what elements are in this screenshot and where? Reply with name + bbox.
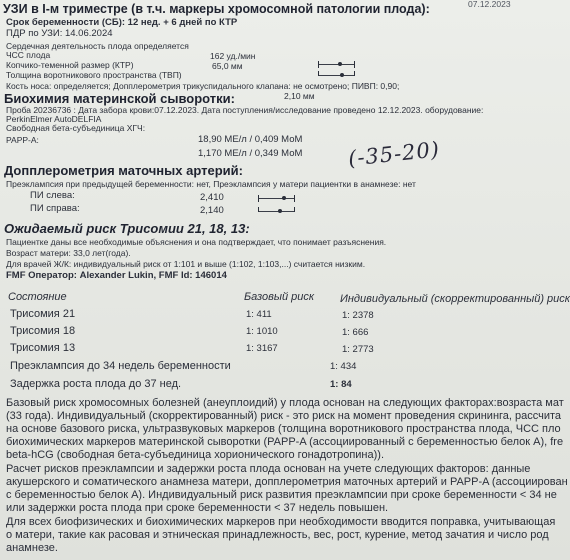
hcg-value: 18,90 МЕ/л / 0,409 МоМ <box>198 134 303 145</box>
note-line: на основе базового риска, ультразвуковых маркеров (толщина воротникового пространства плода, ЧСС пло <box>6 423 561 435</box>
biochem-title: Биохимия материнской сыворотки: <box>4 91 235 106</box>
doppler-title: Допплерометрия маточных артерий: <box>4 163 243 178</box>
chss-label: ЧСС плода <box>6 50 51 60</box>
table-header-condition: Состояние <box>8 291 67 303</box>
gestation-line: Срок беременности (СБ): 12 нед. + 6 дней по КТР <box>6 17 238 28</box>
note-line: анамнезе. <box>6 542 58 554</box>
table-row-t21-name: Трисомия 21 <box>10 308 76 320</box>
biochem-sample-line: Проба 20236736 : Дата забора крови:07.12.2023. Дата поступления/исследование проведено 12.12.2023. оборудование: <box>6 105 484 115</box>
table-header-individual-risk: Индивидуальный (скорректированный) риск <box>340 293 570 305</box>
risk-threshold-line: Для врачей Ж/К: индивидуальный риск от 1:101 и выше (1:102, 1:103,...) считается низким. <box>6 259 366 269</box>
note-line: биохимических маркеров материнской сыворотки (PAPP-A (ассоциированный с беременностью белок А), fre <box>6 436 564 448</box>
table-row-preeclampsia-name: Преэклампсия до 34 недель беременности <box>10 360 231 372</box>
ktr-label: Копчико-теменной размер (КТР) <box>6 60 134 70</box>
fetal-activity: Сердечная деятельность плода определяется <box>6 41 189 51</box>
ktr-value: 65,0 мм <box>212 61 243 71</box>
pi-left-label: ПИ слева: <box>30 190 75 201</box>
note-line: beta-hCG (свободная бета-субъединица хорионического гонадотропина)). <box>6 449 385 461</box>
table-row-preeclampsia-individual: 1: 434 <box>330 361 357 372</box>
date-fragment: 07.12.2023 <box>468 0 511 9</box>
tvp-label: Толщина воротникового пространства (ТВП) <box>6 70 182 80</box>
table-header-base-risk: Базовый риск <box>244 291 315 303</box>
note-line: Базовый риск хромосомных болезней (анеуплоидий) у плода основан на следующих факторах:возраста мат <box>6 397 564 409</box>
table-row-t21-individual: 1: 2378 <box>342 310 374 321</box>
note-line: акушерского и соматического анамнеза матери, допплерометрия маточных артерий и PAPP-A (ассоциирован <box>6 476 568 488</box>
pdr-line: ПДР по УЗИ: 14.06.2024 <box>6 28 113 39</box>
note-line: с беременностью белок А). Индивидуальный риск развития преэклампсии при сроке беременности < 34 не <box>6 489 557 501</box>
table-row-fgr-name: Задержка роста плода до 37 нед. <box>10 378 182 390</box>
preeclampsia-history: Преэклампсия при предыдущей беременности: нет, Преэклампсия у матери пациентки в анамнезе: нет <box>6 179 416 189</box>
ultrasound-title: УЗИ в I-м триместре (в т.ч. маркеры хромосомной патологии плода): <box>3 2 430 16</box>
pi-right-value: 2,140 <box>200 205 224 216</box>
table-row-t21-base: 1: 411 <box>246 309 272 320</box>
table-row-t13-base: 1: 3167 <box>246 343 278 354</box>
chss-value: 162 уд./мин <box>210 51 256 61</box>
note-line: о матери, такие как расовая и этническая принадлежность, вес, рост, курение, метод зачатия и число род <box>6 529 549 541</box>
tvp-value: 2,10 мм <box>284 91 315 101</box>
pi-right-label: ПИ справа: <box>30 203 80 214</box>
papp-label: PAPP-A: <box>6 135 39 145</box>
table-row-t13-name: Трисомия 13 <box>10 342 76 354</box>
papp-value: 1,170 МЕ/л / 0,349 МоМ <box>198 148 303 159</box>
note-line: или задержки роста плода при сроке беременности < 37 недель повышен. <box>6 502 389 514</box>
informed-consent-line: Пациентке даны все необходимые объяснения и она подтверждает, что понимает разъяснения. <box>6 237 387 247</box>
fmf-operator: FMF Оператор: Alexander Lukin, FMF Id: 146014 <box>6 270 227 281</box>
biochem-equipment: PerkinElmer AutoDELFIA <box>6 114 102 124</box>
note-line: (33 года). Индивидуальный (скорректированный) риск - это риск на момент проведения скрининга, рассчита <box>6 410 562 422</box>
nose-doppler-line: Кость носа: определяется; Допплерометрия трикуспидального клапана: не осмотрено; ПИВП: 0,90; <box>6 81 400 91</box>
table-row-t13-individual: 1: 2773 <box>342 344 374 355</box>
risk-title: Ожидаемый риск Трисомии 21, 18, 13: <box>4 221 250 236</box>
table-row-t18-individual: 1: 666 <box>342 327 369 338</box>
table-row-fgr-individual: 1: 84 <box>330 379 352 390</box>
handwritten-note: (-35-20) <box>346 137 442 171</box>
note-line: Для всех биофизических и биохимических маркеров при необходимости вводится поправка, учитывающая <box>6 516 556 528</box>
maternal-age-line: Возраст матери: 33,0 лет(года). <box>6 248 131 258</box>
pi-left-value: 2,410 <box>200 192 224 203</box>
table-row-t18-name: Трисомия 18 <box>10 325 76 337</box>
note-line: Расчет рисков преэклампсии и задержки роста плода основан на учете следующих факторов: данные <box>6 463 531 475</box>
table-row-t18-base: 1: 1010 <box>246 326 278 337</box>
hcg-label: Свободная бета-субъединица ХГЧ: <box>6 123 146 133</box>
